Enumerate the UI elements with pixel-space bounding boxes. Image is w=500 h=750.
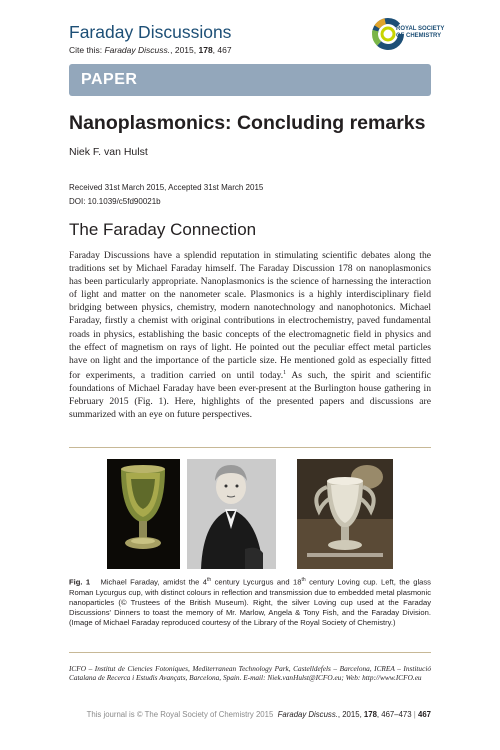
cite-journal: Faraday Discuss. [104,45,171,55]
caption-part-2: century Lycurgus and 18 [211,577,302,587]
reference-marker[interactable]: 1 [283,369,287,376]
journal-title: Faraday Discussions [69,22,232,42]
article-title: Nanoplasmonics: Concluding remarks [69,112,426,134]
caption-sup-1: th [206,577,212,583]
doi-link[interactable]: DOI: 10.1039/c5fd90021b [69,197,161,206]
author-name: Niek F. van Hulst [69,146,148,158]
logo-line-1: ROYAL SOCIETY [396,26,445,32]
footer-copyright: This journal is © The Royal Society of Chemistry 2015 [86,710,274,719]
body-text-part-1: Faraday Discussions have a splendid reputation in stimulating scientific debates along the traditions set by Michael Faraday himself. The Faraday Discussion 178 on nanoplasmonics has been particularly appropriate. Nanoplasmonics is the science of harnessing the interaction of light and matter on the nanometer scale. Plasmonics is a highly interdisciplinary field bridging between physics, chemistry, modern nanotechnology and nanophotonics. Michael Faraday, firstly a chemist with original contributions in electrochemistry, paved fundamental roads in physics, establishing the basic concepts of the electromagnetic field in physics and the effect of magnetism on rays of light. He pointed out the peculiar effect metal particles have on light and the importance of the particle size. He mentioned gold as especially fitted for experiments, a tradition carried on until today. [69,250,431,382]
page-number: 467 [417,710,431,719]
cite-label: Cite this: [69,45,103,55]
author-affiliation: ICFO – Institut de Ciencies Fotoniques, Mediterranean Technology Park, Castelldefels – Barcelona, ICREA – Institució Catalana de Recerca i Estudis Avançats, Barcelona, Spain. E-mail: Niek.vanHulst@ICFO.eu; Web: http://www.ICFO.eu [69,664,431,683]
footer-separator: | [413,710,416,719]
cite-page: , 467 [212,45,232,55]
lycurgus-cup-image [107,459,180,569]
page-footer [69,710,431,719]
affiliation-divider [69,652,431,653]
footer-journal: Faraday Discuss. [277,710,338,719]
loving-cup-image [297,459,393,569]
caption-part-1: Michael Faraday, amidst the 4 [100,577,207,587]
caption-sup-2: th [301,577,306,583]
logo-line-2: OF CHEMISTRY [396,33,442,39]
rsc-logo-text [396,26,444,40]
footer-pages: , 467–473 [376,710,412,719]
article-type-band [69,64,431,96]
cite-year: , 2015, [170,45,199,55]
article-type-label: PAPER [81,71,138,88]
figure-label: Fig. 1 [69,577,91,587]
section-heading: The Faraday Connection [69,220,257,239]
body-paragraph [69,249,431,421]
footer-volume: 178 [363,710,377,719]
michael-faraday-portrait [187,459,276,569]
figure-caption [69,575,431,628]
citation-line [69,45,232,55]
cite-volume: 178 [198,45,213,55]
received-dates: Received 31st March 2015, Accepted 31st March 2015 [69,183,264,192]
figure-top-divider [69,447,431,448]
body-text-part-2: As such, the spirit and scientific foundations of Michael Faraday have been ever-present at the Burlington house gathering in February 2015 (Fig. 1). Here, highlights of the presented papers and discussions are summarized with an eye on future perspectives. [69,370,431,421]
footer-year: , 2015, [337,710,364,719]
caption-part-3: century Loving cup. Left, the glass Roman Lycurgus cup, with distinct colours in reflection and transmission due to embedded metal plasmonic nanoparticles (© Trustees of the British Museum). Right, the silver Loving cup used at the Faraday Discussions' Dinners to toast the memory of Mr. Marlow, Angela & Tony Fish, and the Faraday Division. (Image of Michael Faraday reproduced courtesy of the Library of the Royal Society of Chemistry.) [69,577,431,627]
